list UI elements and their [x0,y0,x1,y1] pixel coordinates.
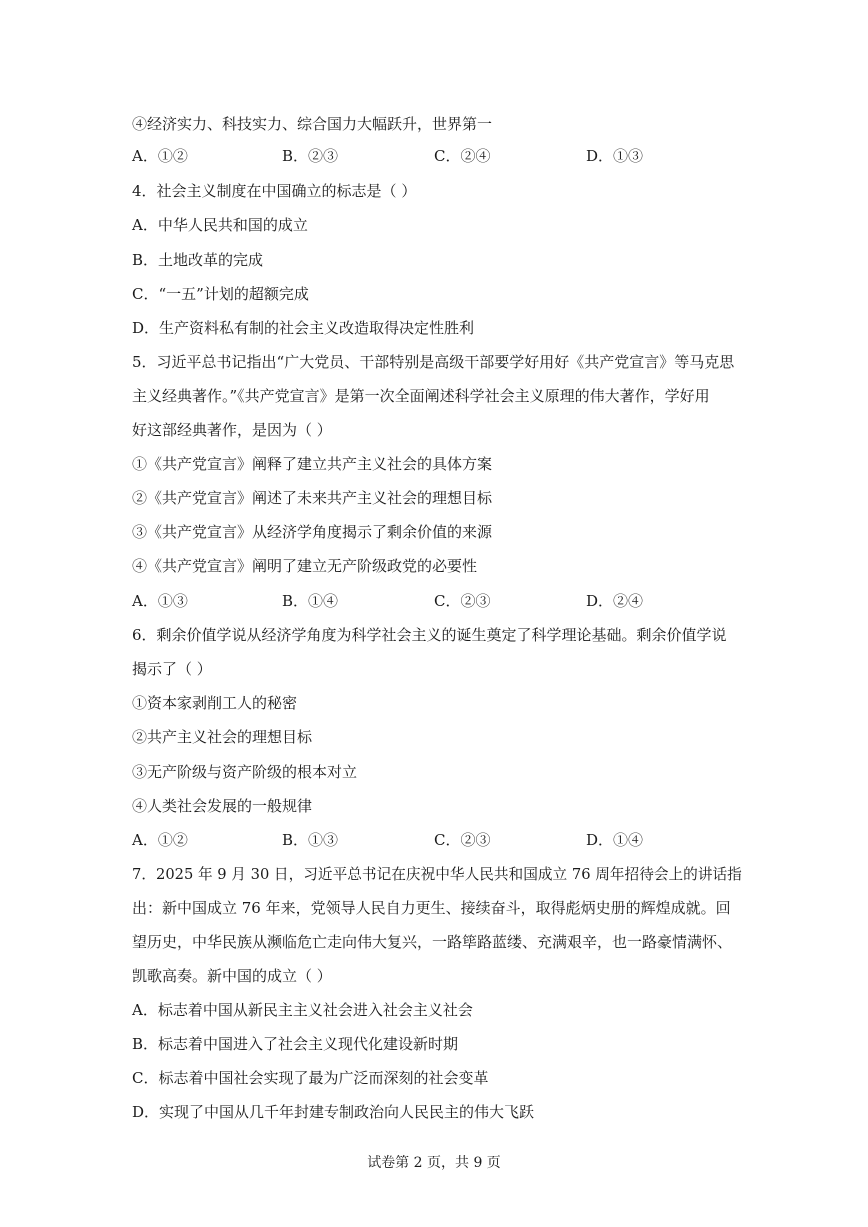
q6-item-2: ②共产主义社会的理想目标 [132,728,313,746]
q6-item-3: ③无产阶级与资产阶级的根本对立 [132,763,358,781]
q6-item-4: ④人类社会发展的一般规律 [132,797,313,815]
q6-item-1: ①资本家剥削工人的秘密 [132,694,298,712]
q6-option-d: D．①④ [586,831,644,849]
q5-item-4: ④《共产党宣言》阐明了建立无产阶级政党的必要性 [132,557,478,575]
q7-stem-line-4: 凯歌高奏。新中国的成立（ ） [132,967,332,985]
q4-choice-d: D．生产资料私有制的社会主义改造取得决定性胜利 [132,319,475,337]
q3-option-a: A．①② [132,147,188,165]
q5-stem-line-2: 主义经典著作。”《共产党宣言》是第一次全面阐述科学社会主义原理的伟大著作，学好用 [132,387,710,405]
q3-option-d: D．①③ [586,147,644,165]
q4-choice-c: C．“一五”计划的超额完成 [132,285,309,303]
q5-option-b: B．①④ [282,592,339,610]
q6-stem-line-1: 6．剩余价值学说从经济学角度为科学社会主义的诞生奠定了科学理论基础。剩余价值学说 [132,626,727,644]
q7-stem-line-1: 7．2025 年 9 月 30 日，习近平总书记在庆祝中华人民共和国成立 76 周年招待会上的讲话指 [132,865,742,883]
q3-item-4: ④经济实力、科技实力、综合国力大幅跃升，世界第一 [132,115,493,133]
q5-stem-line-3: 好这部经典著作，是因为（ ） [132,421,332,439]
q4-stem: 4．社会主义制度在中国确立的标志是（ ） [132,182,417,200]
q7-choice-a: A．标志着中国从新民主主义社会进入社会主义社会 [132,1001,473,1019]
q3-option-c: C．②④ [434,147,491,165]
q7-choice-b: B．标志着中国进入了社会主义现代化建设新时期 [132,1035,459,1053]
q5-item-1: ①《共产党宣言》阐释了建立共产主义社会的具体方案 [132,455,493,473]
q7-stem-line-3: 望历史，中华民族从濒临危亡走向伟大复兴，一路筚路蓝缕、充满艰辛，也一路豪情满怀、 [132,933,733,951]
q6-option-a: A．①② [132,831,188,849]
q6-option-b: B．①③ [282,831,339,849]
q7-choice-c: C．标志着中国社会实现了最为广泛而深刻的社会变革 [132,1069,489,1087]
q3-option-b: B．②③ [282,147,339,165]
q5-item-3: ③《共产党宣言》从经济学角度揭示了剩余价值的来源 [132,523,493,541]
q5-option-c: C．②③ [434,592,491,610]
q5-stem-line-1: 5．习近平总书记指出“广大党员、干部特别是高级干部要学好用好《共产党宣言》等马克思 [132,353,735,371]
q7-stem-line-2: 出：新中国成立 76 年来，党领导人民自力更生、接续奋斗，取得彪炳史册的辉煌成就。回 [132,899,731,917]
page-footer: 试卷第 2 页，共 9 页 [367,1155,501,1171]
q6-stem-line-2: 揭示了（ ） [132,660,212,678]
q6-option-c: C．②③ [434,831,491,849]
q5-option-a: A．①③ [132,592,188,610]
q5-item-2: ②《共产党宣言》阐述了未来共产主义社会的理想目标 [132,489,493,507]
q4-choice-a: A．中华人民共和国的成立 [132,216,308,234]
q5-option-d: D．②④ [586,592,644,610]
q7-choice-d: D．实现了中国从几千年封建专制政治向人民民主的伟大飞跃 [132,1103,535,1121]
q4-choice-b: B．土地改革的完成 [132,251,264,269]
